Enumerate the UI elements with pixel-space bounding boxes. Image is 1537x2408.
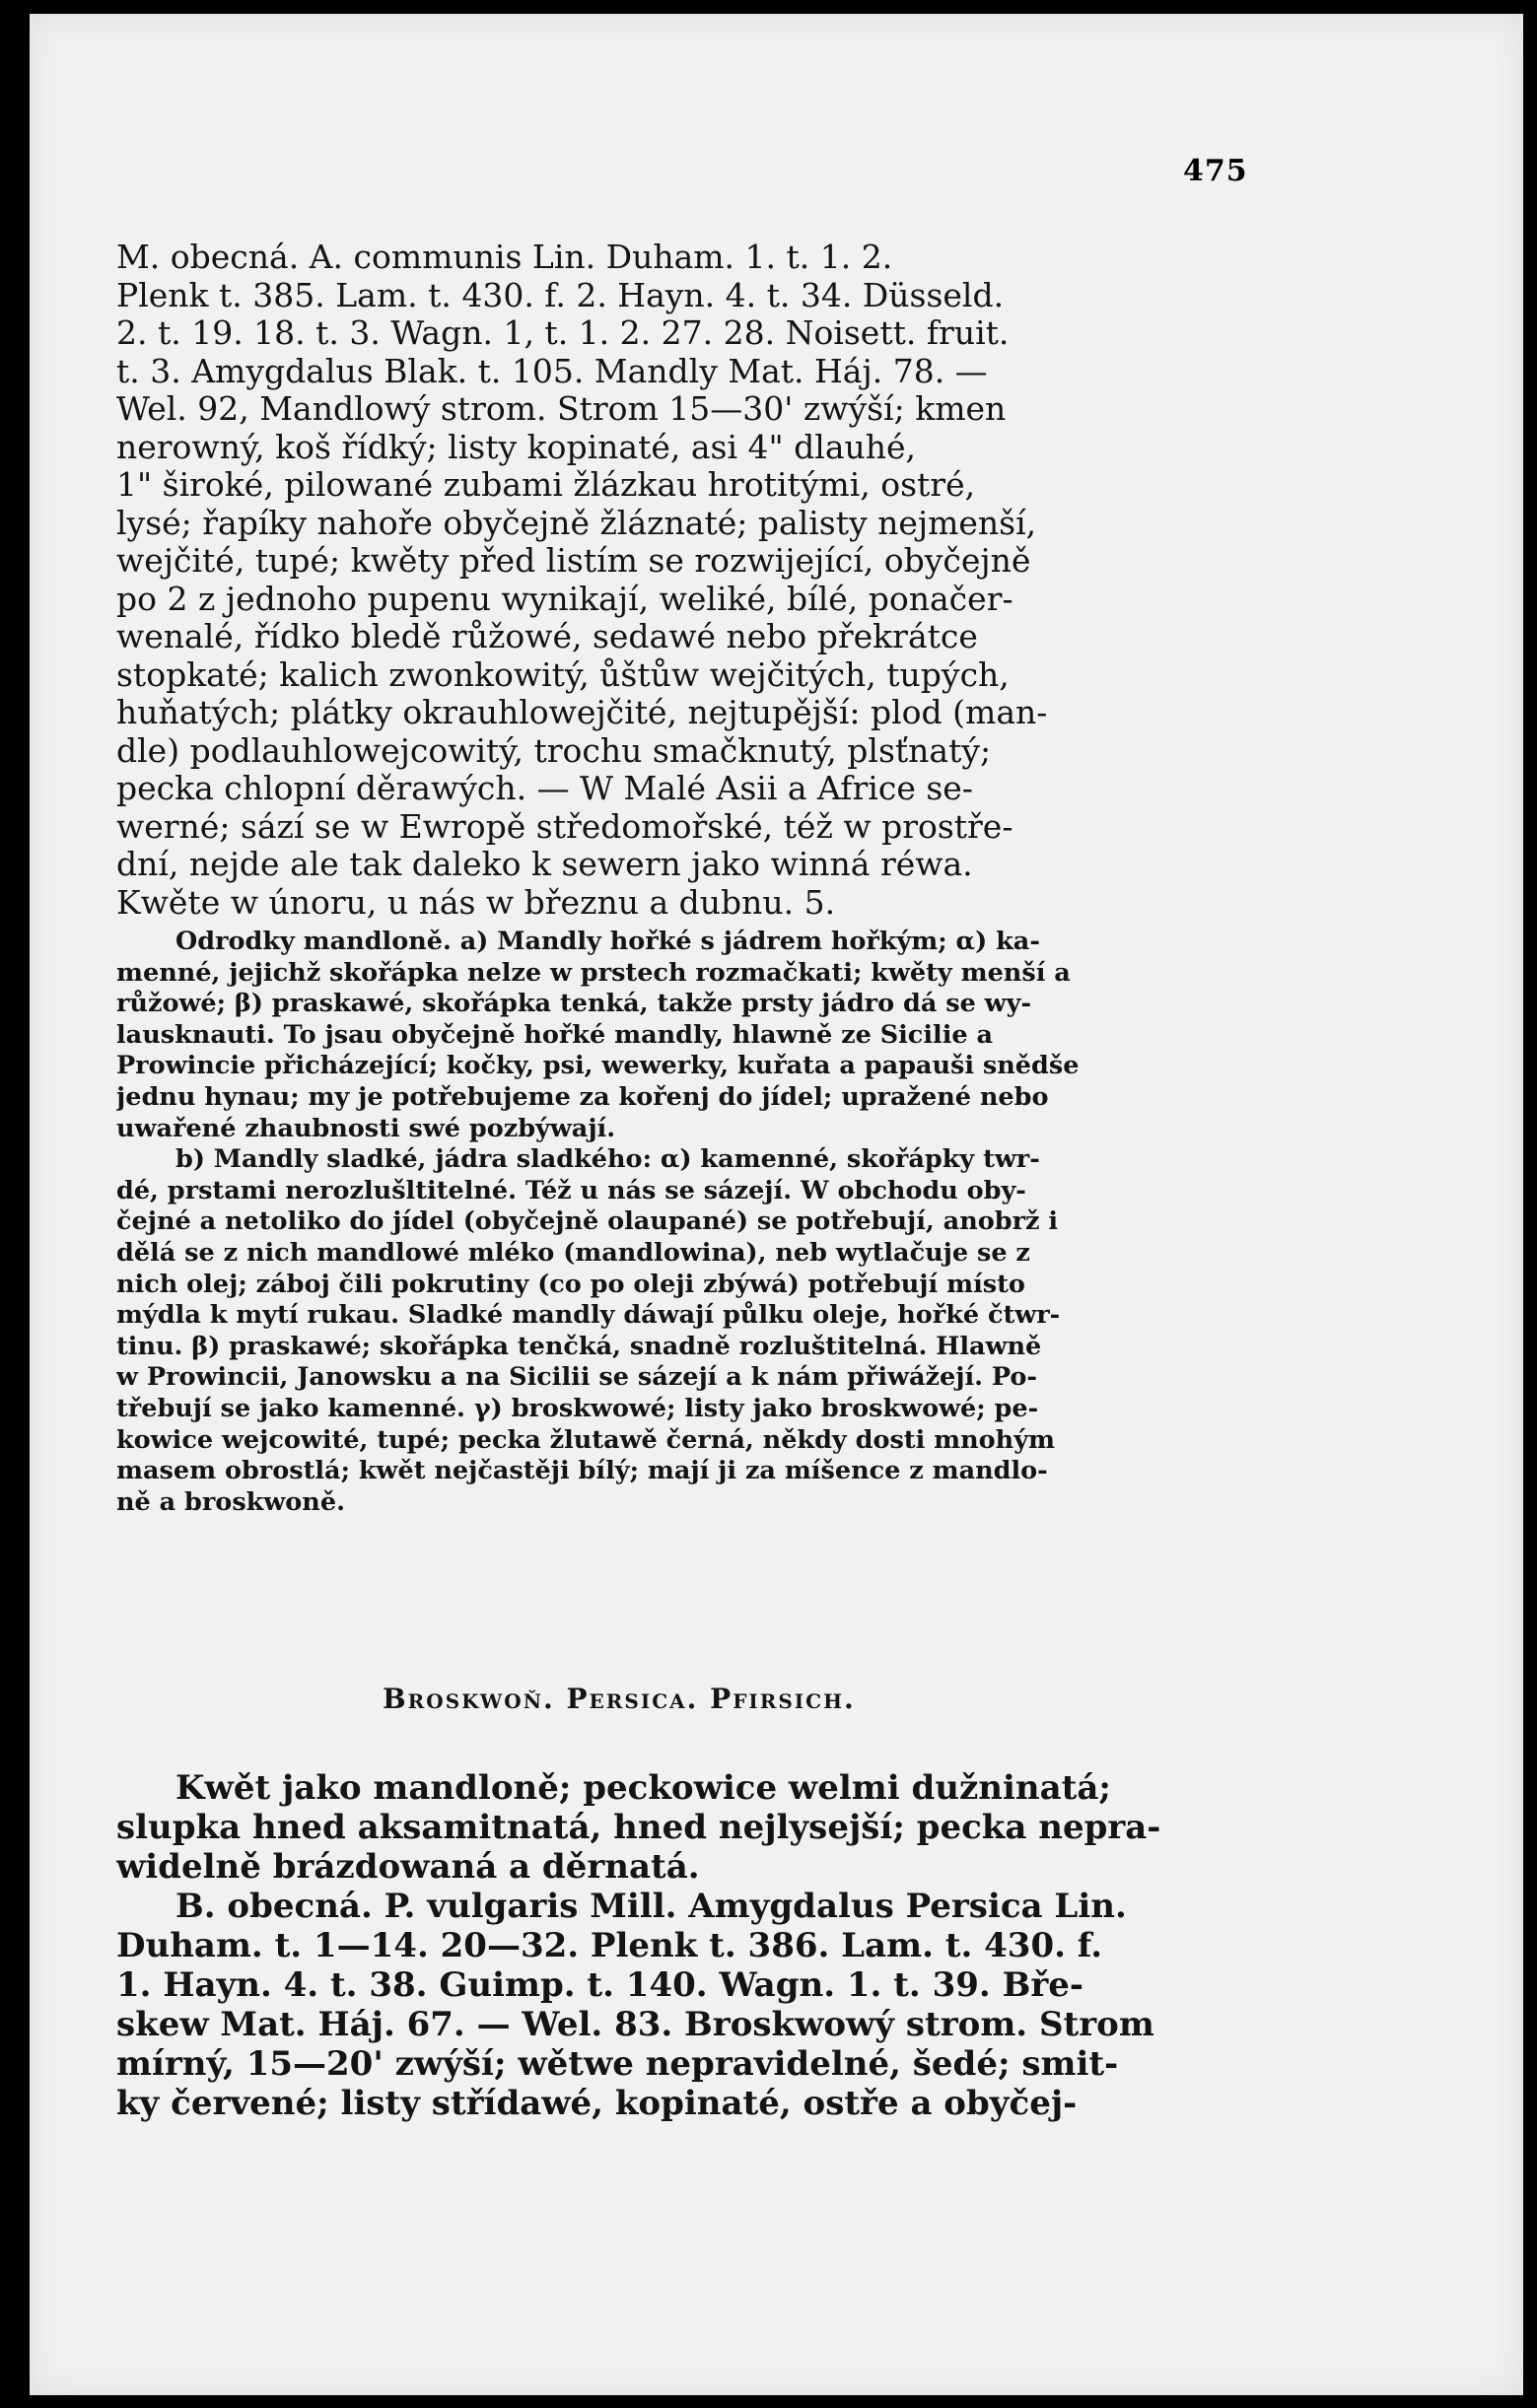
text-line: Plenk t. 385. Lam. t. 430. f. 2. Hayn. 4. t. 34. Düsseld. xyxy=(116,276,1005,314)
text-line: Kwěte w únoru, u nás w březnu a dubnu. 5. xyxy=(116,883,836,922)
text-line: Kwět jako mandloně; peckowice welmi dužninatá; xyxy=(175,1768,1111,1808)
text-line: mírný, 15—20' zwýší; wětwe nepravidelné, šedé; smit- xyxy=(116,2044,1119,2084)
text-line: wenalé, řídko bledě růžowé, sedawé nebo překrátce xyxy=(116,618,978,655)
note-line: tinu. β) praskawé; skořápka tenčká, snadně rozluštitelná. Hlawně xyxy=(116,1331,1042,1361)
page-number: 475 xyxy=(1183,154,1248,188)
section-heading: Broskwoň. Persica. Pfirsich. xyxy=(383,1683,856,1715)
note-line: Prowincie přicházející; kočky, psi, wewerky, kuřata a papauši snědše xyxy=(116,1051,1080,1081)
paragraph-almond xyxy=(116,239,1047,922)
note-line: nich olej; záboj čili pokrutiny (co po oleji zbýwá) potřebují místo xyxy=(116,1269,1025,1299)
text-line: wejčité, tupé; kwěty před listím se rozwijející, obyčejně xyxy=(116,542,1031,580)
text-line: slupka hned aksamitnatá, hned nejlysejší; pecka nepra- xyxy=(116,1808,1161,1847)
text-line: werné; sází se w Ewropě středomořské, též w prostře- xyxy=(116,807,1013,846)
note-line: dé, prstami nerozlušltitelné. Též u nás se sázejí. W obchodu oby- xyxy=(116,1175,1026,1205)
note-line: menné, jejichž skořápka nelze w prstech rozmačkati; kwěty menší a xyxy=(116,957,1071,988)
text-line: po 2 z jednoho pupenu wynikají, weliké, bílé, ponačer- xyxy=(116,580,1013,618)
note-line: růžowé; β) praskawé, skořápka tenká, takže prsty jádro dá se wy- xyxy=(116,989,1032,1019)
text-line: dní, nejde ale tak daleko k sewern jako winná réwa. xyxy=(116,846,973,883)
note-line: kowice wejcowité, tupé; pecka žlutawě černá, někdy dosti mnohým xyxy=(116,1424,1056,1455)
book-page xyxy=(30,14,1523,2395)
text-line: 2. t. 19. 18. t. 3. Wagn. 1, t. 1. 2. 27. 28. Noisett. fruit. xyxy=(116,314,1010,352)
text-line: nerowný, koš řídký; listy kopinaté, asi 4" dlauhé, xyxy=(116,428,917,466)
text-line: lysé; řapíky nahoře obyčejně žláznaté; palisty nejmenší, xyxy=(116,504,1037,542)
note-line: ně a broskwoně. xyxy=(116,1486,345,1517)
note-line: uwařené zhaubnosti swé pozbýwají. xyxy=(116,1113,616,1143)
text-line: 1. Hayn. 4. t. 38. Guimp. t. 140. Wagn. 1. t. 39. Bře- xyxy=(116,1965,1083,2005)
text-line: Wel. 92, Mandlowý strom. Strom 15—30' zwýší; kmen xyxy=(116,390,1007,428)
text-line: pecka chlopní děrawých. — W Malé Asii a Africe se- xyxy=(116,770,973,807)
text-line: huňatých; plátky okrauhlowejčité, nejtupější: plod (man- xyxy=(116,694,1048,731)
note-line: jednu hynau; my je potřebujeme za kořenj do jídel; upražené nebo xyxy=(116,1081,1049,1112)
note-line: b) Mandly sladké, jádra sladkého: α) kamenné, skořápky twr- xyxy=(175,1144,1040,1175)
text-line: t. 3. Amygdalus Blak. t. 105. Mandly Mat. Háj. 78. — xyxy=(116,352,988,390)
note-line: čejné a netoliko do jídel (obyčejně olaupané) se potřebují, anobrž i xyxy=(116,1206,1059,1237)
note-line: w Prowincii, Janowsku a na Sicilii se sázejí a k nám přiwážejí. Po- xyxy=(116,1362,1037,1393)
note-varieties xyxy=(116,927,1079,1518)
text-line: widelně brázdowaná a děrnatá. xyxy=(116,1847,700,1887)
text-line: Duham. t. 1—14. 20—32. Plenk t. 386. Lam. t. 430. f. xyxy=(116,1926,1103,1965)
paragraph-peach xyxy=(116,1768,1160,2123)
text-line: ky červené; listy střídawé, kopinaté, ostře a obyčej- xyxy=(116,2084,1078,2123)
text-line: dle) podlauhlowejcowitý, trochu smačknutý, plsťnatý; xyxy=(116,731,992,770)
note-line: mýdla k mytí rukau. Sladké mandly dáwají půlku oleje, hořké čtwr- xyxy=(116,1300,1061,1331)
note-line: třebují se jako kamenné. γ) broskwowé; listy jako broskwowé; pe- xyxy=(116,1393,1039,1423)
text-line: M. obecná. A. communis Lin. Duham. 1. t. 1. 2. xyxy=(116,239,893,276)
note-line: masem obrostlá; kwět nejčastěji bílý; mají ji za míšence z mandlo- xyxy=(116,1456,1048,1486)
note-line: lausknauti. To jsau obyčejně hořké mandly, hlawně ze Sicilie a xyxy=(116,1019,994,1050)
note-line: Odrodky mandloně. a) Mandly hořké s jádrem hořkým; α) ka- xyxy=(175,927,1040,956)
note-line: dělá se z nich mandlowé mléko (mandlowina), neb wytlačuje se z xyxy=(116,1237,1030,1268)
text-line: 1" široké, pilowané zubami žlázkau hrotitými, ostré, xyxy=(116,466,976,504)
text-line: stopkaté; kalich zwonkowitý, ůštůw wejčitých, tupých, xyxy=(116,655,1010,694)
text-line: B. obecná. P. vulgaris Mill. Amygdalus Persica Lin. xyxy=(175,1887,1127,1926)
text-line: skew Mat. Háj. 67. — Wel. 83. Broskwowý strom. Strom xyxy=(116,2005,1154,2044)
